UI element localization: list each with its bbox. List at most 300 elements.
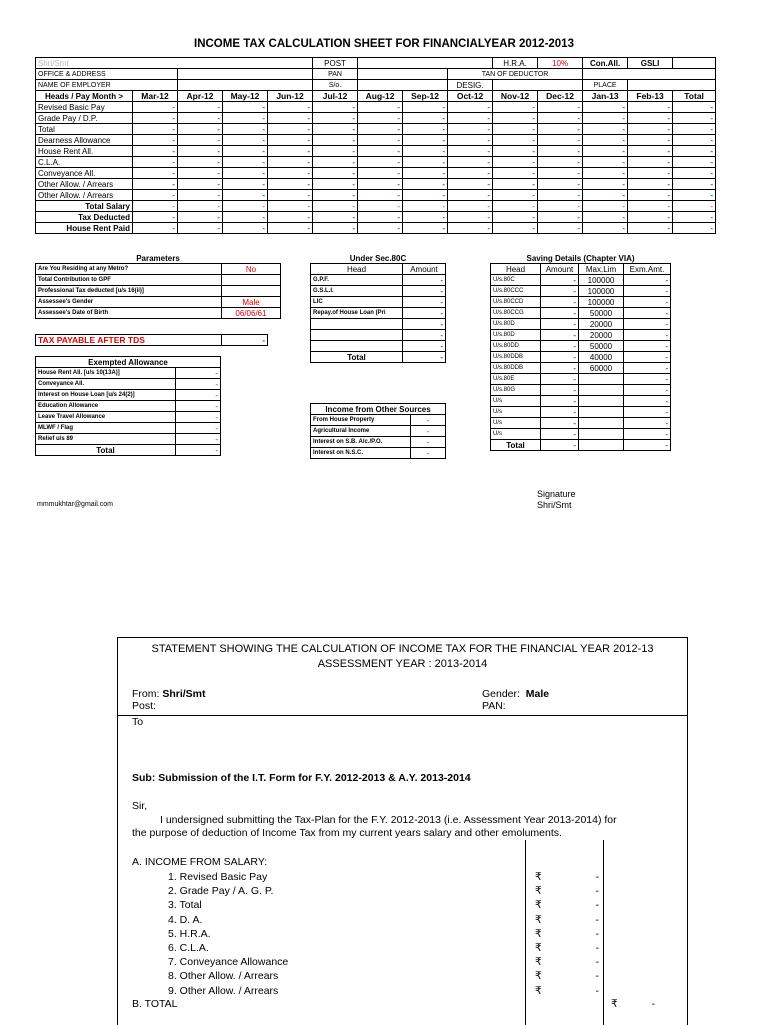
salary-cell[interactable]: - — [583, 190, 628, 201]
desig-value[interactable] — [493, 80, 583, 91]
salary-cell[interactable]: - — [628, 179, 673, 190]
saving-max: 100000 — [579, 286, 624, 297]
salary-cell[interactable]: - — [673, 190, 716, 201]
office-value[interactable] — [178, 69, 313, 80]
salary-cell[interactable]: - — [133, 212, 178, 223]
parameter-label: Are You Residing at any Metro? — [36, 264, 222, 275]
salary-cell[interactable]: - — [493, 135, 538, 146]
salary-cell[interactable]: - — [403, 157, 448, 168]
salary-cell[interactable]: - — [178, 212, 223, 223]
saving-amount[interactable]: - — [541, 319, 579, 330]
exempted-value[interactable]: - — [176, 401, 221, 412]
other-income-value[interactable]: - — [411, 448, 446, 459]
salary-cell[interactable]: - — [583, 157, 628, 168]
salary-cell[interactable]: - — [538, 201, 583, 212]
salary-cell[interactable]: - — [223, 179, 268, 190]
salary-cell[interactable]: - — [358, 212, 403, 223]
salary-cell[interactable]: - — [538, 223, 583, 234]
sec80c-value[interactable]: - — [403, 308, 446, 319]
salary-cell[interactable]: - — [493, 124, 538, 135]
salary-cell[interactable]: - — [673, 201, 716, 212]
saving-max: 60000 — [579, 363, 624, 374]
salary-cell[interactable]: - — [538, 113, 583, 124]
salary-cell[interactable]: - — [493, 157, 538, 168]
salary-cell[interactable]: - — [403, 146, 448, 157]
salary-cell[interactable]: - — [268, 179, 313, 190]
sec80c-row — [311, 341, 446, 352]
other-income-value[interactable]: - — [411, 437, 446, 448]
parameter-value[interactable]: Male — [222, 297, 281, 308]
pan-value[interactable] — [358, 69, 448, 80]
saving-total-amount: - — [541, 440, 579, 451]
salary-cell[interactable]: - — [493, 146, 538, 157]
exempted-value[interactable]: - — [176, 390, 221, 401]
desig-label: DESIG. — [448, 80, 493, 91]
salary-cell[interactable]: - — [583, 168, 628, 179]
saving-max: 20000 — [579, 330, 624, 341]
exempted-value[interactable]: - — [176, 434, 221, 445]
salary-cell[interactable]: - — [178, 157, 223, 168]
parameter-value[interactable]: No — [222, 264, 281, 275]
salary-cell[interactable]: - — [223, 190, 268, 201]
salary-cell[interactable]: - — [538, 179, 583, 190]
salary-cell[interactable]: - — [403, 124, 448, 135]
salary-cell[interactable]: - — [133, 124, 178, 135]
sec80c-label: G.S.L.I. — [311, 286, 403, 297]
saving-exm: - — [624, 418, 671, 429]
month-header: Jul-12 — [313, 91, 358, 102]
from-block — [132, 688, 206, 712]
salary-cell[interactable]: - — [628, 146, 673, 157]
salary-row-label: Total Salary — [36, 201, 133, 212]
salary-cell[interactable]: - — [133, 135, 178, 146]
salary-cell[interactable]: - — [133, 168, 178, 179]
exempted-value[interactable]: - — [176, 368, 221, 379]
sec80c-row — [311, 319, 446, 330]
salary-cell[interactable]: - — [583, 124, 628, 135]
salary-cell[interactable]: - — [628, 212, 673, 223]
exempted-value[interactable]: - — [176, 412, 221, 423]
salary-cell[interactable]: - — [448, 102, 493, 113]
sheet-title: INCOME TAX CALCULATION SHEET FOR FINANCIALYEAR 2012-2013 — [194, 38, 574, 50]
salary-cell[interactable]: - — [178, 201, 223, 212]
hra-value[interactable]: 10% — [538, 58, 583, 69]
salary-cell[interactable]: - — [178, 146, 223, 157]
signature-label: Signature — [537, 489, 576, 499]
exempted-label: MLWF / Flag — [36, 423, 176, 434]
gender-value: Male — [525, 688, 550, 700]
section-a: A. INCOME FROM SALARY: — [132, 856, 268, 868]
saving-amount[interactable]: - — [541, 363, 579, 374]
saving-amount[interactable]: - — [541, 396, 579, 407]
parameters-title: Parameters — [36, 253, 281, 264]
saving-amount[interactable]: - — [541, 418, 579, 429]
salary-cell[interactable]: - — [268, 157, 313, 168]
statement-dash: - — [595, 970, 599, 983]
parameter-row — [36, 286, 281, 297]
salary-cell[interactable]: - — [538, 102, 583, 113]
rupee-icon: ₹ — [535, 899, 542, 912]
rupee-icon: ₹ — [535, 984, 542, 997]
gsli-value[interactable] — [673, 58, 716, 69]
salary-row-label: Total — [36, 124, 133, 135]
salary-cell[interactable]: - — [133, 157, 178, 168]
saving-amount[interactable]: - — [541, 308, 579, 319]
salary-cell[interactable]: - — [403, 179, 448, 190]
body-line2: the purpose of deduction of Income Tax from my current years salary and other emoluments. — [132, 827, 562, 839]
saving-head: U/s.80C — [491, 275, 541, 286]
salary-cell[interactable]: - — [673, 223, 716, 234]
salary-cell[interactable]: - — [223, 124, 268, 135]
salary-cell[interactable]: - — [178, 135, 223, 146]
salary-cell[interactable]: - — [538, 157, 583, 168]
salary-cell[interactable]: - — [448, 201, 493, 212]
salary-cell[interactable]: - — [583, 223, 628, 234]
salary-cell[interactable]: - — [268, 190, 313, 201]
pan-label: PAN — [313, 69, 358, 80]
total-value — [611, 998, 655, 1010]
salary-cell[interactable]: - — [313, 212, 358, 223]
salary-cell[interactable]: - — [358, 124, 403, 135]
salary-cell[interactable]: - — [133, 146, 178, 157]
salary-cell[interactable]: - — [178, 168, 223, 179]
salary-row-label: Other Allow. / Arrears — [36, 190, 133, 201]
salary-cell[interactable]: - — [583, 113, 628, 124]
salary-cell[interactable]: - — [448, 135, 493, 146]
statement-item: 1. Revised Basic Pay — [168, 871, 268, 883]
saving-header: Exm.Amt. — [624, 264, 671, 275]
salary-cell[interactable]: - — [223, 102, 268, 113]
salary-row-label: Grade Pay / D.P. — [36, 113, 133, 124]
salutation: Sir, — [132, 800, 148, 812]
salary-cell[interactable]: - — [583, 201, 628, 212]
salary-cell[interactable]: - — [268, 212, 313, 223]
parameter-value[interactable] — [222, 286, 281, 297]
saving-exm: - — [624, 330, 671, 341]
salary-cell[interactable]: - — [583, 102, 628, 113]
salary-cell[interactable]: - — [223, 113, 268, 124]
saving-exm: - — [624, 429, 671, 440]
salary-cell[interactable]: - — [448, 179, 493, 190]
salary-cell[interactable]: - — [358, 223, 403, 234]
salary-cell[interactable]: - — [673, 124, 716, 135]
salary-cell[interactable]: - — [268, 135, 313, 146]
salary-cell[interactable]: - — [628, 102, 673, 113]
sec80c-label: G.P.F. — [311, 275, 403, 286]
salary-cell[interactable]: - — [493, 168, 538, 179]
exempted-label: Conveyance All. — [36, 379, 176, 390]
salary-cell[interactable]: - — [133, 179, 178, 190]
other-income-value[interactable]: - — [411, 415, 446, 426]
saving-row — [491, 385, 671, 396]
salary-cell[interactable]: - — [673, 113, 716, 124]
salary-cell[interactable]: - — [133, 223, 178, 234]
from-value: Shri/Smt — [162, 688, 206, 700]
salary-cell[interactable]: - — [313, 179, 358, 190]
salary-cell[interactable]: - — [403, 212, 448, 223]
tan-value[interactable] — [583, 69, 716, 80]
saving-amount[interactable]: - — [541, 352, 579, 363]
hra-label: H.R.A. — [493, 58, 538, 69]
salary-cell[interactable]: - — [313, 124, 358, 135]
sec80c-value[interactable]: - — [403, 319, 446, 330]
other-income-value[interactable]: - — [411, 426, 446, 437]
month-header: Sep-12 — [403, 91, 448, 102]
saving-row — [491, 352, 671, 363]
salary-cell[interactable]: - — [223, 168, 268, 179]
salary-cell[interactable]: - — [583, 212, 628, 223]
salary-cell[interactable]: - — [313, 201, 358, 212]
salary-cell[interactable]: - — [223, 157, 268, 168]
employer-value[interactable] — [178, 80, 313, 91]
saving-row — [491, 418, 671, 429]
salary-cell[interactable]: - — [403, 135, 448, 146]
salary-cell[interactable]: - — [583, 135, 628, 146]
statement-value — [535, 898, 599, 912]
salary-cell[interactable]: - — [628, 223, 673, 234]
salary-cell[interactable]: - — [313, 102, 358, 113]
salary-cell[interactable]: - — [628, 157, 673, 168]
salary-cell[interactable]: - — [673, 135, 716, 146]
salary-cell[interactable]: - — [133, 201, 178, 212]
tax-payable-label: TAX PAYABLE AFTER TDS — [36, 335, 222, 346]
salary-cell[interactable]: - — [358, 113, 403, 124]
salary-cell[interactable]: - — [493, 113, 538, 124]
salary-cell[interactable]: - — [178, 223, 223, 234]
post-label-stmt: Post: — [132, 700, 156, 712]
statement-item: 9. Other Allow. / Arrears — [168, 984, 279, 997]
salary-cell[interactable]: - — [493, 179, 538, 190]
saving-header: Head — [491, 264, 541, 275]
salary-cell[interactable]: - — [628, 190, 673, 201]
salary-cell[interactable]: - — [358, 146, 403, 157]
salary-cell[interactable]: - — [178, 179, 223, 190]
salary-cell[interactable]: - — [403, 168, 448, 179]
sec80c-value[interactable]: - — [403, 341, 446, 352]
sec80c-title: Under Sec.80C — [311, 253, 446, 264]
salary-cell[interactable]: - — [178, 113, 223, 124]
saving-row — [491, 297, 671, 308]
so-value[interactable] — [358, 80, 448, 91]
salary-cell[interactable]: - — [448, 124, 493, 135]
statement-values — [535, 870, 599, 998]
salary-row-label: Conveyance All. — [36, 168, 133, 179]
month-header: Apr-12 — [178, 91, 223, 102]
salary-table — [35, 57, 716, 234]
other-income-table — [310, 403, 446, 459]
salary-cell[interactable]: - — [403, 190, 448, 201]
salary-cell[interactable]: - — [358, 102, 403, 113]
salary-cell[interactable]: - — [673, 146, 716, 157]
statement-dash: - — [595, 942, 599, 955]
saving-max — [579, 418, 624, 429]
parameter-value[interactable]: 06/06/61 — [222, 308, 281, 319]
salary-cell[interactable]: - — [583, 179, 628, 190]
salary-cell[interactable]: - — [403, 113, 448, 124]
salary-cell[interactable]: - — [223, 223, 268, 234]
saving-row — [491, 341, 671, 352]
gender-block — [482, 688, 549, 712]
salary-cell[interactable]: - — [493, 201, 538, 212]
salary-cell[interactable]: - — [313, 157, 358, 168]
salary-cell[interactable]: - — [313, 135, 358, 146]
salary-cell[interactable]: - — [448, 113, 493, 124]
salary-cell[interactable]: - — [313, 146, 358, 157]
salary-cell[interactable]: - — [178, 190, 223, 201]
salary-cell[interactable]: - — [673, 168, 716, 179]
other-income-title: Income from Other Sources — [311, 404, 446, 415]
salary-cell[interactable]: - — [403, 102, 448, 113]
salary-cell[interactable]: - — [628, 135, 673, 146]
email-text: mmmukhtar@gmail.com — [37, 501, 113, 508]
salary-cell[interactable]: - — [628, 201, 673, 212]
salary-cell[interactable]: - — [673, 157, 716, 168]
salary-cell[interactable]: - — [268, 124, 313, 135]
salary-cell[interactable]: - — [448, 223, 493, 234]
salary-cell[interactable]: - — [358, 201, 403, 212]
saving-amount[interactable]: - — [541, 286, 579, 297]
salary-cell[interactable]: - — [223, 146, 268, 157]
salary-cell[interactable]: - — [448, 190, 493, 201]
other-income-label: Agricultural Income — [311, 426, 411, 437]
salary-cell[interactable]: - — [673, 102, 716, 113]
salary-cell[interactable]: - — [268, 113, 313, 124]
salary-cell[interactable]: - — [448, 168, 493, 179]
salary-cell[interactable]: - — [133, 113, 178, 124]
exempted-value[interactable]: - — [176, 423, 221, 434]
salary-cell[interactable]: - — [448, 146, 493, 157]
salary-cell[interactable]: - — [538, 135, 583, 146]
salary-cell[interactable]: - — [313, 223, 358, 234]
salary-cell[interactable]: - — [268, 146, 313, 157]
statement-dash: - — [595, 956, 599, 969]
saving-row — [491, 374, 671, 385]
saving-max: 100000 — [579, 275, 624, 286]
salary-cell[interactable]: - — [133, 190, 178, 201]
salary-cell[interactable]: - — [403, 201, 448, 212]
sec80c-label — [311, 330, 403, 341]
salary-cell[interactable]: - — [538, 190, 583, 201]
salary-cell[interactable]: - — [358, 135, 403, 146]
saving-exm: - — [624, 374, 671, 385]
salary-cell[interactable]: - — [133, 102, 178, 113]
salary-cell[interactable]: - — [178, 124, 223, 135]
salary-cell[interactable]: - — [538, 124, 583, 135]
saving-total-label: Total — [491, 440, 541, 451]
salary-cell[interactable]: - — [448, 157, 493, 168]
salary-cell[interactable]: - — [358, 168, 403, 179]
salary-cell[interactable]: - — [358, 179, 403, 190]
statement-value — [535, 941, 599, 955]
salary-cell[interactable]: - — [223, 135, 268, 146]
salary-cell[interactable]: - — [358, 190, 403, 201]
saving-amount[interactable]: - — [541, 407, 579, 418]
salary-cell[interactable]: - — [493, 212, 538, 223]
salary-cell[interactable]: - — [673, 212, 716, 223]
gsli-label: GSLI — [628, 58, 673, 69]
salary-cell[interactable]: - — [673, 179, 716, 190]
salary-cell[interactable]: - — [538, 168, 583, 179]
header-row-3 — [36, 80, 716, 91]
saving-amount[interactable]: - — [541, 385, 579, 396]
saving-head: U/s.80E — [491, 374, 541, 385]
salary-cell[interactable]: - — [628, 124, 673, 135]
parameter-value[interactable] — [222, 275, 281, 286]
salary-cell[interactable]: - — [268, 223, 313, 234]
statement-item: 5. H.R.A. — [168, 927, 211, 940]
saving-amount[interactable]: - — [541, 374, 579, 385]
salary-cell[interactable]: - — [493, 102, 538, 113]
place-value[interactable] — [628, 80, 716, 91]
salary-cell[interactable]: - — [448, 212, 493, 223]
salary-cell[interactable]: - — [268, 168, 313, 179]
saving-amount[interactable]: - — [541, 275, 579, 286]
salary-cell[interactable]: - — [313, 113, 358, 124]
salary-cell[interactable]: - — [268, 102, 313, 113]
salary-row — [36, 102, 716, 113]
sec80c-row — [311, 275, 446, 286]
salary-row-label: C.L.A. — [36, 157, 133, 168]
pan-label-stmt: PAN: — [482, 700, 506, 712]
tax-payable-table — [35, 334, 268, 346]
other-income-label: Interest on N.S.C. — [311, 448, 411, 459]
month-header: Nov-12 — [493, 91, 538, 102]
saving-amount[interactable]: - — [541, 330, 579, 341]
salary-cell[interactable]: - — [628, 113, 673, 124]
salary-cell[interactable]: - — [223, 201, 268, 212]
saving-row — [491, 275, 671, 286]
post-value[interactable] — [358, 58, 493, 69]
statement-value — [535, 927, 599, 941]
sec80c-value[interactable]: - — [403, 275, 446, 286]
saving-amount[interactable]: - — [541, 429, 579, 440]
salary-cell[interactable]: - — [358, 157, 403, 168]
saving-row — [491, 286, 671, 297]
salary-cell[interactable]: - — [493, 190, 538, 201]
salary-cell[interactable]: - — [313, 190, 358, 201]
exempted-total-label: Total — [36, 445, 176, 456]
saving-amount[interactable]: - — [541, 297, 579, 308]
exempted-value[interactable]: - — [176, 379, 221, 390]
saving-row — [491, 319, 671, 330]
statement-item: 7. Conveyance Allowance — [168, 956, 289, 969]
sec80c-value[interactable]: - — [403, 297, 446, 308]
other-income-row — [311, 437, 446, 448]
statement-value — [535, 984, 599, 998]
salary-cell[interactable]: - — [223, 212, 268, 223]
rupee-icon: ₹ — [535, 913, 542, 926]
salary-cell[interactable]: - — [583, 146, 628, 157]
rupee-icon: ₹ — [535, 942, 542, 955]
statement-item: 4. D. A. — [168, 913, 203, 926]
salary-cell[interactable]: - — [628, 168, 673, 179]
exempted-row — [36, 390, 221, 401]
salary-cell[interactable]: - — [538, 146, 583, 157]
salary-cell[interactable]: - — [538, 212, 583, 223]
salary-cell[interactable]: - — [313, 168, 358, 179]
salary-cell[interactable]: - — [178, 102, 223, 113]
month-header: Jun-12 — [268, 91, 313, 102]
salary-cell[interactable]: - — [493, 223, 538, 234]
statement-dash: - — [595, 885, 599, 898]
exempted-row — [36, 434, 221, 445]
sec80c-value[interactable]: - — [403, 330, 446, 341]
salary-cell[interactable]: - — [268, 201, 313, 212]
statement-value — [535, 884, 599, 898]
sec80c-value[interactable]: - — [403, 286, 446, 297]
saving-amount[interactable]: - — [541, 341, 579, 352]
salary-cell[interactable]: - — [403, 223, 448, 234]
